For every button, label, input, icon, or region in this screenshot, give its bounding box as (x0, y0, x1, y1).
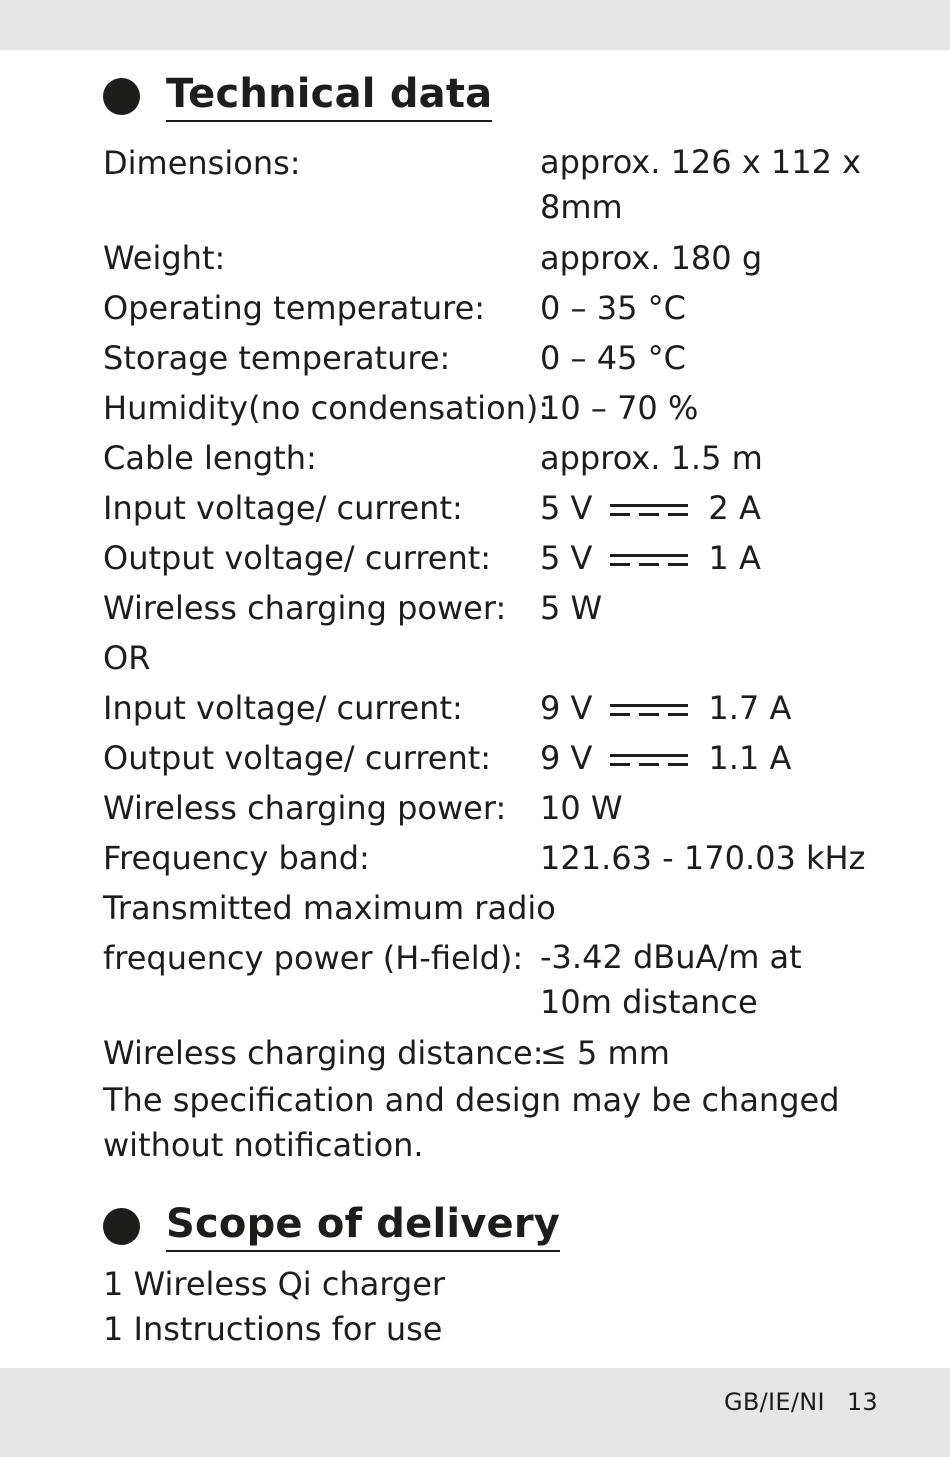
spec-value: 0 – 45 °C (540, 339, 686, 377)
scope-of-delivery-heading (103, 1196, 560, 1256)
spec-label: Storage temperature: (103, 339, 451, 377)
technical-data-title: Technical data (166, 70, 492, 122)
spec-label: Humidity(no condensation): (103, 389, 550, 427)
spec-row-charging-distance (103, 1028, 903, 1078)
spec-value: 9 V 1.1 A (540, 739, 792, 777)
spec-row-cable-length (103, 433, 903, 483)
spec-value: approx. 1.5 m (540, 439, 763, 477)
spec-label: Dimensions: (103, 144, 301, 182)
spec-value: 10 W (540, 789, 623, 827)
spec-label: OR (103, 639, 151, 677)
spec-row-radio-power-label (103, 883, 903, 933)
spec-row-weight (103, 233, 903, 283)
spec-label: Wireless charging power: (103, 589, 507, 627)
spec-label: Cable length: (103, 439, 317, 477)
spec-table (103, 138, 903, 1078)
region-code: GB/IE/NI (723, 1388, 825, 1416)
spec-value: 121.63 - 170.03 kHz (540, 839, 866, 877)
spec-value: approx. 126 x 112 x 8mm (540, 143, 862, 226)
spec-row-frequency-band (103, 833, 903, 883)
spec-row-input-voltage-alt (103, 683, 903, 733)
scope-of-delivery-title: Scope of delivery (166, 1200, 560, 1252)
spec-value: 9 V 1.7 A (540, 689, 792, 727)
spec-value: 0 – 35 °C (540, 289, 686, 327)
spec-label: Output voltage/ current: (103, 539, 492, 577)
spec-value: approx. 180 g (540, 239, 763, 277)
delivery-list (103, 1262, 445, 1352)
spec-row-output-voltage (103, 533, 903, 583)
direct-current-icon (610, 750, 688, 770)
spec-row-wireless-power (103, 583, 903, 633)
specification-note: The specification and design may be changed without notification. (103, 1081, 840, 1164)
spec-value: -3.42 dBuA/m at 10m distance (540, 938, 802, 1021)
spec-value: 5 V 2 A (540, 489, 761, 527)
direct-current-icon (610, 500, 688, 520)
list-item: 1 Instructions for use (103, 1310, 443, 1348)
spec-row-output-voltage-alt (103, 733, 903, 783)
spec-label: Weight: (103, 239, 226, 277)
technical-data-heading (103, 66, 492, 126)
spec-row-humidity (103, 383, 903, 433)
page-footer (724, 1388, 878, 1416)
spec-row-storage-temperature (103, 333, 903, 383)
spec-label: Output voltage/ current: (103, 739, 492, 777)
spec-label: Operating temperature: (103, 289, 486, 327)
spec-row-wireless-power-alt (103, 783, 903, 833)
spec-label: Wireless charging distance: (103, 1034, 544, 1072)
spec-label: frequency power (H-field): (103, 939, 524, 977)
bullet-icon (103, 78, 140, 115)
spec-row-radio-power (103, 933, 903, 1028)
list-item: 1 Wireless Qi charger (103, 1265, 446, 1303)
spec-label: Input voltage/ current: (103, 689, 463, 727)
spec-label: Transmitted maximum radio (103, 889, 556, 927)
spec-row-dimensions (103, 138, 903, 233)
spec-row-input-voltage (103, 483, 903, 533)
spec-label: Wireless charging power: (103, 789, 507, 827)
spec-label: Input voltage/ current: (103, 489, 463, 527)
top-margin-band (0, 0, 950, 50)
spec-value: ≤ 5 mm (540, 1034, 670, 1072)
direct-current-icon (610, 550, 688, 570)
direct-current-icon (610, 700, 688, 720)
page-number: 13 (846, 1388, 878, 1416)
spec-label: Frequency band: (103, 839, 370, 877)
spec-value: 5 W (540, 589, 603, 627)
spec-row-operating-temperature (103, 283, 903, 333)
spec-row-or (103, 633, 903, 683)
bullet-icon (103, 1208, 140, 1245)
spec-value: 5 V 1 A (540, 539, 761, 577)
spec-value: 10 – 70 % (540, 389, 699, 427)
